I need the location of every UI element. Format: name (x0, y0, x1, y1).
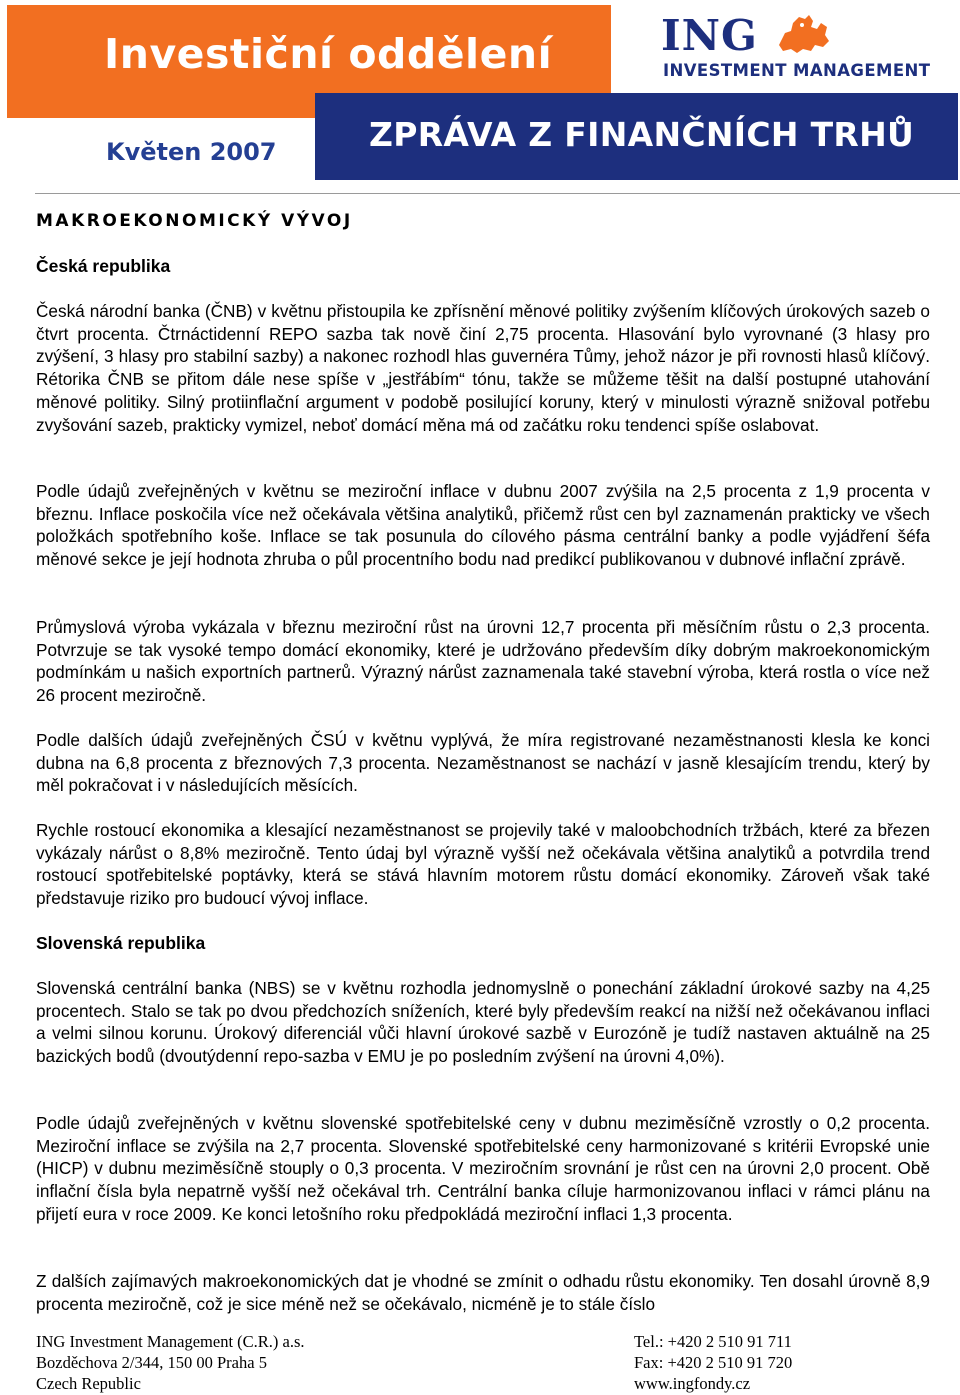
section-title: MAKROEKONOMICKÝ VÝVOJ (36, 211, 353, 231)
footer-phone: Tel.: +420 2 510 91 711 (634, 1332, 792, 1351)
footer-country: Czech Republic (36, 1374, 141, 1393)
ing-logo (655, 5, 958, 85)
paragraph-sk-3: Z dalších zajímavých makroekonomických dat je vhodné se zmínit o odhadu růstu ekonomiky. Ten dosahl úrovně 8,9 procenta meziročně, což je sice méně než se očekávalo, nicméně je to stále číslo (36, 1271, 930, 1314)
report-date: Květen 2007 (106, 138, 277, 166)
footer-contact-block (634, 1331, 792, 1394)
paragraph-cz-2: Podle údajů zveřejněných v květnu se meziroční inflace v dubnu 2007 zvýšila na 2,5 procenta z 1,9 procenta v březnu. Inflace poskočila více než očekávala většina analytiků, přičemž růst cen byl zaznamenán prakticky ve všech položkách spotřebního koše. Inflace se tak posunula do cílového pásma centrální banky a podle vyjádření šéfa měnové sekce je její hodnota zhruba o půl procentního bodu nad predikcí publikovanou v dubnové inflační zprávě. (36, 481, 930, 570)
paragraph-cz-1: Česká národní banka (ČNB) v květnu přistoupila ke zpřísnění měnové politiky zvýšením klíčových úrokových sazeb o čtvrt procenta. Čtrnáctidenní REPO sazba tak nově činí 2,75 procenta. Hlasování bylo vyrovnané (3 hlasy pro zvýšení, 3 hlasy pro stabilní sazby) a nakonec rozhodl hlas guvernéra Tůmy, jehož názor je při rovnosti hlasů klíčový. Rétorika ČNB se přitom dále nese spíše v „jestřábím“ tónu, takže se můžeme těšit na další postupné utahování měnové politiky. Silný protiinflační argument v podobě posilující koruny, který v minulosti výrazně snižoval potřebu zvyšování sazeb, prakticky vymizel, neboť domácí měna má od začátku roku tendenci spíše oslabovat. (36, 301, 930, 435)
footer-fax: Fax: +420 2 510 91 720 (634, 1353, 793, 1372)
lion-icon (775, 9, 833, 57)
footer-company: ING Investment Management (C.R.) a.s. (36, 1332, 305, 1351)
logo-wordmark: ING (661, 11, 758, 60)
paragraph-cz-4: Podle dalších údajů zveřejněných ČSÚ v květnu vyplývá, že míra registrované nezaměstnanosti klesla ke konci dubna na 6,8 procenta z březnových 7,3 procenta. Nezaměstnanost se nachází v jasně klesajícím trendu, který by měl pokračovat i v následujících měsících. (36, 730, 930, 796)
paragraph-sk-2: Podle údajů zveřejněných v květnu slovenské spotřebitelské ceny v dubnu meziměsíčně vzrostly o 0,2 procenta. Meziroční inflace se zvýšila na 2,7 procenta. Slovenské spotřebitelské ceny harmonizované s kritérii Evropské unie (HICP) v dubnu meziměsíčně stouply o 0,3 procenta. V meziročním srovnání je růst cen na úrovni 2,0 procent. Obě inflační čísla byla nepatrně vyšší než očekával trh. Centrální banka cíluje harmonizovanou inflaci v rámci plánu na přijetí eura v roce 2009. Ke konci letošního roku předpokládá meziroční inflaci 1,3 procenta. (36, 1113, 930, 1224)
footer-address: Bozděchova 2/344, 150 00 Praha 5 (36, 1353, 267, 1372)
footer-website-link[interactable]: www.ingfondy.cz (634, 1374, 751, 1393)
header-divider (35, 193, 960, 194)
subheading-slovak-republic: Slovenská republika (36, 933, 206, 953)
paragraph-sk-1: Slovenská centrální banka (NBS) se v květnu rozhodla jednomyslně o ponechání základní úrokové sazby na 4,25 procentech. Stalo se tak po dvou předchozích sníženích, které byly především reakcí na nižší než očekávanou inflaci a velmi silnou korunu. Úrokový diferenciál vůči hlavní úrokové sazbě v Eurozóně je tudíž nastaven aktuálně na 25 bazických bodů (dvoutýdenní repo-sazba v EMU je po posledním zvýšení na úrovni 4,0%). (36, 978, 930, 1067)
logo-subtitle: INVESTMENT MANAGEMENT (663, 61, 931, 80)
report-title: ZPRÁVA Z FINANČNÍCH TRHŮ (369, 115, 915, 154)
subheading-czech-republic: Česká republika (36, 256, 171, 276)
footer-address-block (36, 1331, 305, 1394)
department-title: Investiční oddělení (104, 30, 553, 78)
paragraph-cz-5: Rychle rostoucí ekonomika a klesající nezaměstnanost se projevily také v maloobchodních tržbách, které za březen vykázaly nárůst o 8,8% meziročně. Tento údaj byl výrazně vyšší než očekávala většina analytiků a potvrdila trend rostoucí spotřebitelské poptávky, která se stává hlavním motorem růstu domácí ekonomiky. Zároveň však také představuje riziko pro budoucí vývoj inflace. (36, 820, 930, 909)
paragraph-cz-3: Průmyslová výroba vykázala v březnu meziroční růst na úrovni 12,7 procenta při měsíčním růstu o 2,3 procenta. Potvrzuje se tak vysoké tempo domácí ekonomiky, které je udržováno především díky dobrým makroekonomickým podmínkám u našich exportních partnerů. Výrazný nárůst zaznamenala také stavební výroba, která rostla o více než 26 procent meziročně. (36, 617, 930, 706)
